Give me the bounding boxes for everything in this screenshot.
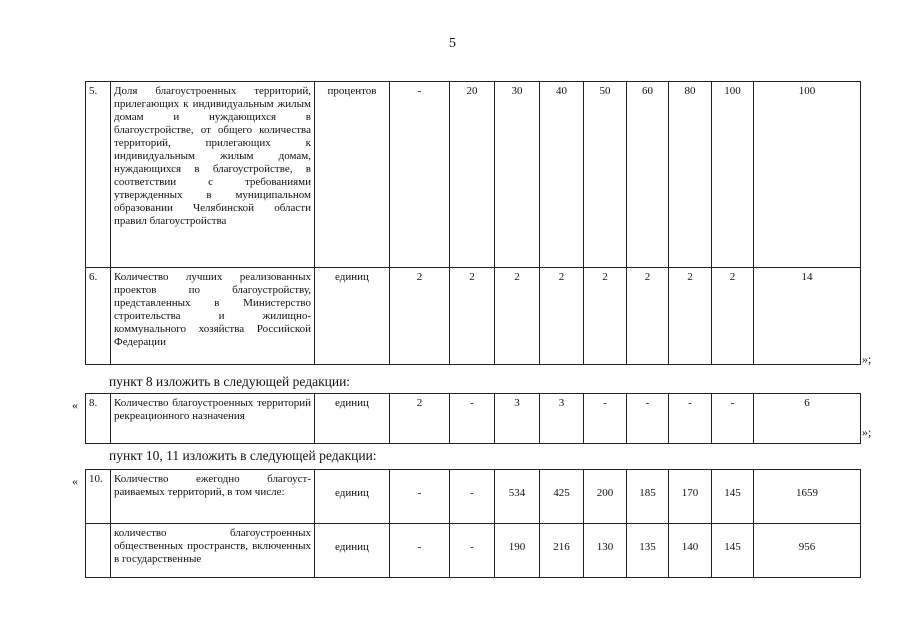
indicator-name: Количество лучших реализованных проектов по благоустройству, представленных в Министерство строительства и жилищно-коммунального хозяйства Российской Федерации	[111, 268, 315, 365]
year-value: 2	[450, 268, 495, 365]
indicator-name: Количество благоустроенных территорий рекреационного назначения	[111, 394, 315, 444]
table-row	[86, 524, 861, 578]
year-value: 185	[627, 470, 669, 524]
closing-quote-mark: »;	[862, 425, 872, 439]
year-value: -	[450, 470, 495, 524]
year-value: 2	[669, 268, 712, 365]
row-number: 6.	[86, 268, 111, 365]
indicator-name: Количество ежегодно благоуст-раиваемых территорий, в том числе:	[111, 470, 315, 524]
indicators-table-3	[85, 469, 861, 578]
opening-quote-mark: «	[72, 474, 78, 488]
year-value: 2	[390, 268, 450, 365]
unit: единиц	[315, 470, 390, 524]
indicator-name: количество благоустроенных общественных пространств, включенных в государственные	[111, 524, 315, 578]
year-value: 100	[712, 82, 754, 268]
year-value: 425	[540, 470, 584, 524]
amendment-instruction: пункт 8 изложить в следующей редакции:	[109, 374, 351, 389]
year-value: 3	[540, 394, 584, 444]
indicator-name: Доля благоустроенных территорий, прилегающих к индивидуальным жилым домам и нуждающихся в благоустройстве, от общего количества территорий, прилегающих к индивидуальным жилым домам, нуждающихся в благоустройстве, в соответствии с требованиями утвержденных в муниципальном образовании Челябинской области правил благоустройства	[111, 82, 315, 268]
year-value: 2	[584, 268, 627, 365]
year-value: 145	[712, 470, 754, 524]
total-value: 14	[754, 268, 861, 365]
year-value: 2	[390, 394, 450, 444]
table-row	[86, 394, 861, 444]
year-value: 2	[712, 268, 754, 365]
indicators-table-2	[85, 393, 861, 444]
year-value: -	[627, 394, 669, 444]
year-value: -	[450, 524, 495, 578]
year-value: -	[390, 82, 450, 268]
year-value: -	[390, 470, 450, 524]
year-value: 40	[540, 82, 584, 268]
unit: единиц	[315, 524, 390, 578]
year-value: 170	[669, 470, 712, 524]
row-number: 5.	[86, 82, 111, 268]
closing-quote-mark: »;	[862, 352, 872, 366]
year-value: 20	[450, 82, 495, 268]
year-value: 50	[584, 82, 627, 268]
amendment-instruction: пункт 10, 11 изложить в следующей редакции:	[109, 448, 377, 463]
year-value: 140	[669, 524, 712, 578]
year-value: 2	[495, 268, 540, 365]
page-number: 5	[449, 36, 456, 51]
opening-quote-mark: «	[72, 398, 78, 412]
unit: процентов	[315, 82, 390, 268]
table-row	[86, 82, 861, 268]
year-value: -	[669, 394, 712, 444]
year-value: 2	[627, 268, 669, 365]
total-value: 6	[754, 394, 861, 444]
year-value: 60	[627, 82, 669, 268]
total-value: 956	[754, 524, 861, 578]
year-value: 3	[495, 394, 540, 444]
row-number: 10.	[86, 470, 111, 524]
year-value: 135	[627, 524, 669, 578]
unit: единиц	[315, 268, 390, 365]
year-value: 534	[495, 470, 540, 524]
year-value: 200	[584, 470, 627, 524]
row-number	[86, 524, 111, 578]
year-value: -	[450, 394, 495, 444]
year-value: 2	[540, 268, 584, 365]
year-value: 190	[495, 524, 540, 578]
year-value: 145	[712, 524, 754, 578]
year-value: 30	[495, 82, 540, 268]
row-number: 8.	[86, 394, 111, 444]
year-value: 130	[584, 524, 627, 578]
table-row	[86, 470, 861, 524]
total-value: 100	[754, 82, 861, 268]
table-row	[86, 268, 861, 365]
year-value: 80	[669, 82, 712, 268]
year-value: -	[390, 524, 450, 578]
year-value: -	[712, 394, 754, 444]
unit: единиц	[315, 394, 390, 444]
year-value: 216	[540, 524, 584, 578]
indicators-table-1	[85, 81, 861, 365]
total-value: 1659	[754, 470, 861, 524]
year-value: -	[584, 394, 627, 444]
